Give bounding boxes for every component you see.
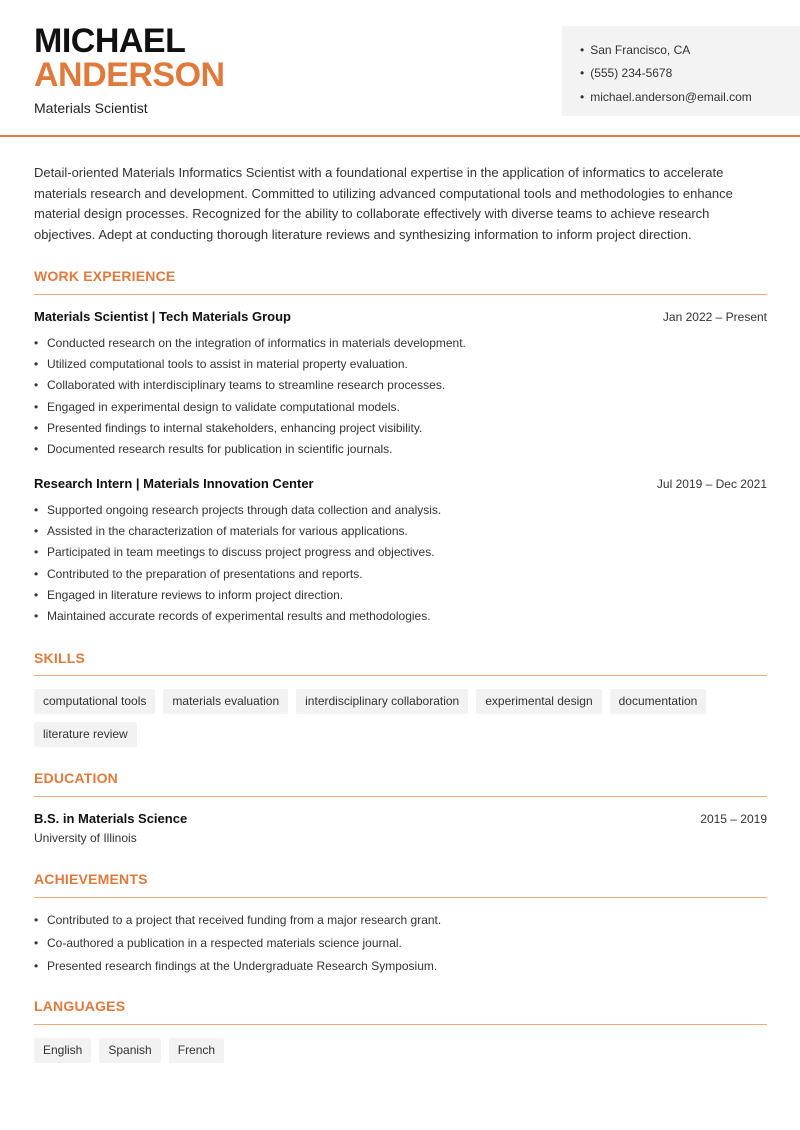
- section-divider: [34, 796, 767, 797]
- job-bullets: [34, 499, 767, 627]
- bullet-icon: •: [34, 378, 39, 393]
- bullet-icon: •: [34, 566, 39, 581]
- first-name: MICHAEL: [34, 22, 186, 60]
- list-item: [34, 396, 767, 417]
- bullet-text: Collaborated with interdisciplinary teams to streamline research processes.: [47, 378, 446, 393]
- bullet-text: Supported ongoing research projects through data collection and analysis.: [47, 502, 442, 517]
- skill-tag: literature review: [34, 722, 137, 747]
- bullet-text: Contributed to a project that received funding from a major research grant.: [47, 913, 442, 928]
- bullet-icon: •: [34, 399, 39, 414]
- bullet-text: Co-authored a publication in a respected materials science journal.: [47, 936, 402, 951]
- bullet-icon: •: [34, 420, 39, 435]
- achievements-list: [34, 909, 767, 977]
- list-item: [34, 375, 767, 396]
- bullet-text: Presented findings to internal stakeholders, enhancing project visibility.: [47, 420, 423, 435]
- job-header: [34, 309, 767, 324]
- resume-header: [0, 0, 800, 137]
- list-item: [34, 499, 767, 520]
- bullet-icon: •: [580, 42, 585, 57]
- bullet-text: Presented research findings at the Undergraduate Research Symposium.: [47, 958, 438, 973]
- bullet-text: Participated in team meetings to discuss project progress and objectives.: [47, 545, 435, 560]
- last-name: ANDERSON: [34, 56, 225, 94]
- list-item: [34, 520, 767, 541]
- list-item: [34, 954, 767, 977]
- list-item: [34, 932, 767, 955]
- list-item: [34, 438, 767, 459]
- language-tag: Spanish: [99, 1038, 160, 1063]
- section-divider: [34, 675, 767, 676]
- phone-text: (555) 234-5678: [590, 66, 673, 81]
- bullet-icon: •: [34, 587, 39, 602]
- list-item: [34, 542, 767, 563]
- bullet-icon: •: [34, 545, 39, 560]
- list-item: [34, 584, 767, 605]
- list-item: [34, 563, 767, 584]
- bullet-text: Utilized computational tools to assist in material property evaluation.: [47, 356, 408, 371]
- location-text: San Francisco, CA: [590, 42, 691, 57]
- education-dates: 2015 – 2019: [700, 811, 767, 826]
- job-dates: Jul 2019 – Dec 2021: [656, 476, 767, 491]
- bullet-text: Engaged in literature reviews to inform project direction.: [47, 587, 344, 602]
- list-item: [34, 332, 767, 353]
- bullet-icon: •: [580, 66, 585, 81]
- section-divider: [34, 1024, 767, 1025]
- job-role: Research Intern | Materials Innovation Center: [34, 476, 314, 491]
- list-item: [34, 909, 767, 932]
- contact-box: [562, 26, 800, 116]
- job-header: [34, 476, 767, 491]
- bullet-icon: •: [34, 442, 39, 457]
- section-title-achievements: ACHIEVEMENTS: [34, 871, 148, 887]
- skill-tag: computational tools: [34, 689, 155, 714]
- bullet-text: Maintained accurate records of experimental results and methodologies.: [47, 609, 431, 624]
- bullet-icon: •: [34, 335, 39, 350]
- language-tag: French: [169, 1038, 224, 1063]
- skills-list: [34, 689, 767, 747]
- bullet-icon: •: [34, 502, 39, 517]
- bullet-icon: •: [580, 89, 585, 104]
- list-item: [34, 353, 767, 374]
- contact-location: [580, 38, 800, 62]
- bullet-text: Engaged in experimental design to validate computational models.: [47, 399, 400, 414]
- section-title-languages: LANGUAGES: [34, 998, 126, 1014]
- bullet-icon: •: [34, 913, 39, 928]
- bullet-icon: •: [34, 609, 39, 624]
- section-divider: [34, 294, 767, 295]
- contact-email: [580, 85, 800, 109]
- section-title-work: WORK EXPERIENCE: [34, 268, 176, 284]
- skill-tag: interdisciplinary collaboration: [296, 689, 468, 714]
- skill-tag: materials evaluation: [163, 689, 288, 714]
- bullet-icon: •: [34, 936, 39, 951]
- job-role: Materials Scientist | Tech Materials Group: [34, 309, 291, 324]
- contact-phone: [580, 62, 800, 86]
- bullet-icon: •: [34, 958, 39, 973]
- bullet-text: Conducted research on the integration of informatics in materials development.: [47, 335, 466, 350]
- education-header: [34, 811, 767, 826]
- job-title: Materials Scientist: [34, 100, 148, 116]
- list-item: [34, 605, 767, 626]
- language-tag: English: [34, 1038, 91, 1063]
- skill-tag: documentation: [610, 689, 707, 714]
- bullet-icon: •: [34, 523, 39, 538]
- bullet-icon: •: [34, 356, 39, 371]
- job-bullets: [34, 332, 767, 460]
- education-school: University of Illinois: [34, 831, 137, 845]
- bullet-text: Contributed to the preparation of presentations and reports.: [47, 566, 363, 581]
- section-divider: [34, 897, 767, 898]
- list-item: [34, 417, 767, 438]
- section-title-skills: SKILLS: [34, 650, 85, 666]
- email-text: michael.anderson@email.com: [590, 89, 752, 104]
- languages-list: [34, 1038, 767, 1063]
- education-degree: B.S. in Materials Science: [34, 811, 188, 826]
- summary-paragraph: Detail-oriented Materials Informatics Scientist with a foundational expertise in the application of informatics to accelerate materials research and development. Committed to utilizing advanced computational tools and methodologies to enhance material design processes. Recognized for the ability to collaborate effectively with diverse teams to achieve research objectives. Adept at conducting thorough literature reviews and synthesizing information to inform project direction.: [34, 165, 733, 243]
- section-title-education: EDUCATION: [34, 770, 118, 786]
- bullet-text: Assisted in the characterization of materials for various applications.: [47, 523, 408, 538]
- bullet-text: Documented research results for publication in scientific journals.: [47, 442, 393, 457]
- job-dates: Jan 2022 – Present: [662, 309, 767, 324]
- skill-tag: experimental design: [476, 689, 601, 714]
